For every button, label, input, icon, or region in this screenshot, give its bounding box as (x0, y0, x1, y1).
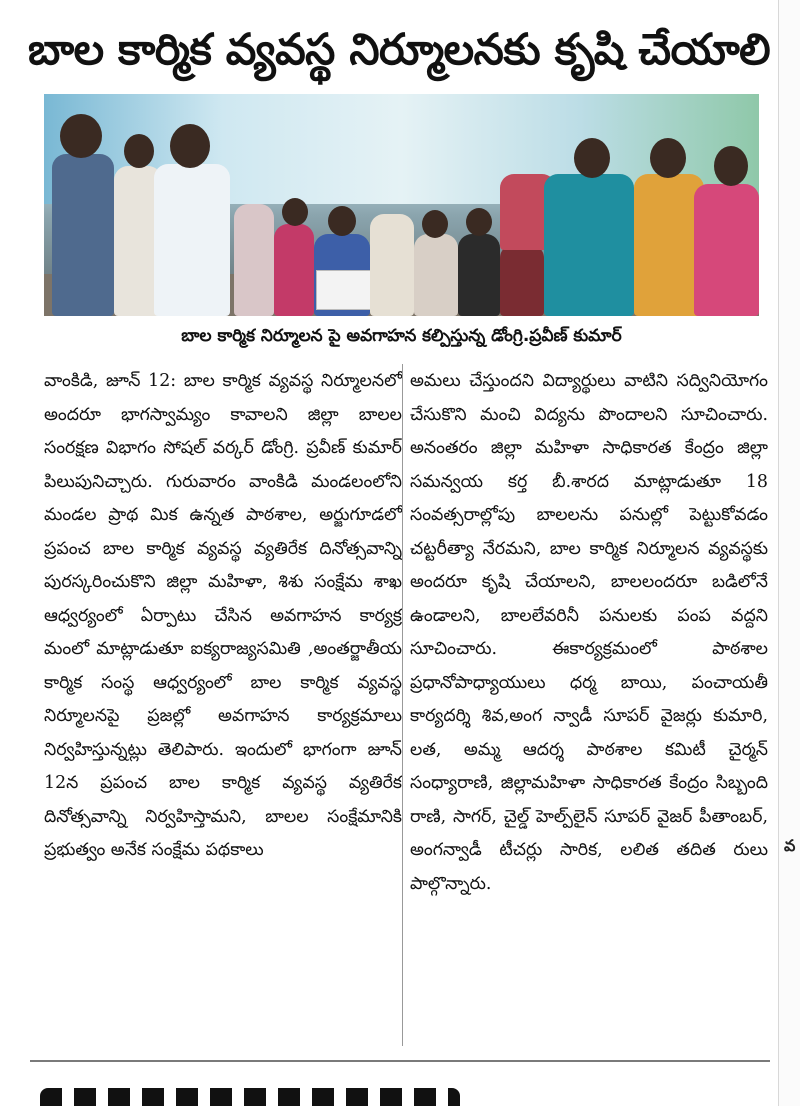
photo-person (370, 214, 414, 316)
photo-head (714, 146, 748, 186)
adjacent-column-strip (778, 0, 800, 1106)
photo-placard (316, 270, 374, 310)
photo-head (466, 208, 492, 236)
horizontal-rule (30, 1060, 770, 1062)
photo-head (422, 210, 448, 238)
cropped-headline-glyphs (40, 1088, 460, 1106)
photo-person (154, 164, 230, 316)
photo-head (170, 124, 210, 168)
photo-person (52, 154, 114, 316)
article-column-right (410, 365, 768, 1055)
photo-person (234, 204, 274, 316)
photo-head (328, 206, 356, 236)
photo-person (694, 184, 759, 316)
photo-head (282, 198, 308, 226)
photo-caption: బాల కార్మిక నిర్మూలన పై అవగాహన కల్పిస్తున్న డోంగ్రి.ప్రవీణ్ కుమార్ (181, 326, 622, 346)
photo-head (650, 138, 686, 178)
photo-person (414, 234, 458, 316)
article-body-left: వాంకిడి, జూన్ 12: బాల కార్మిక వ్యవస్థ నిర్మూలనలో అందరూ భాగస్వామ్యం కావాలని జిల్లా బాలల సంరక్షణ విభాగం సోషల్ వర్కర్ డోంగ్రి. ప్రవీణ్ కుమార్ పిలుపునిచ్చారు. గురువారం వాంకిడి మండలంలోని మండల ప్రాథ మిక ఉన్నత పాఠశాల, అర్జుగూడలో ప్రపంచ బాల కార్మిక వ్యవస్థ వ్యతిరేక దినోత్సవాన్ని పురస్కరించుకొని జిల్లా మహిళా, శిశు సంక్షేమ శాఖ ఆధ్వర్యంలో ఏర్పాటు చేసిన అవగాహన కార్యక్ర మంలో మాట్లాడుతూ ఐక్యరాజ్యసమితి ,అంతర్జాతీయ కార్మిక సంస్థ ఆధ్వర్యంలో బాల కార్మిక వ్యవస్థ నిర్మూలనపై ప్రజల్లో అవగాహన కార్యక్రమాలు నిర్వహిస్తున్నట్లు తెలిపారు. ఇందులో భాగంగా జూన్ 12న ప్రపంచ బాల కార్మిక వ్యవస్థ వ్యతిరేక దినోత్సవాన్ని నిర్వహిస్తామని, బాలల సంక్షేమానికి ప్రభుత్వం అనేక సంక్షేమ పథకాలు (44, 371, 402, 860)
photo-head (574, 138, 610, 178)
photo-person (544, 174, 634, 316)
photo-person (274, 224, 314, 316)
photo-head (60, 114, 102, 158)
column-divider (402, 364, 403, 1046)
article-body-right: అమలు చేస్తుందని విద్యార్థులు వాటిని సద్వినియోగం చేసుకొని మంచి విద్యను పొందాలని సూచించారు. అనంతరం జిల్లా మహిళా సాధికారత కేంద్రం జిల్లా సమన్వయ కర్త బీ.శారద మాట్లాడుతూ 18 సంవత్సరాల్లోపు బాలలను పనుల్లో పెట్టుకోవడం చట్టరీత్యా నేరమని, బాల కార్మిక నిర్మూలన వ్యవస్థకు అందరూ కృషి చేయాలని, బాలలందరూ బడిలోనే ఉండాలని, బాలలేవరినీ పనులకు పంప వద్దని సూచించారు. ఈకార్యక్రమంలో పాఠశాల ప్రధానోపాధ్యాయులు ధర్మ బాయి, పంచాయతీ కార్యదర్శి శివ,అంగ న్వాడీ సూపర్ వైజర్లు కుమారి, లత, అమ్మ ఆదర్శ పాఠశాల కమిటీ చైర్మన్ సంధ్యారాణి, జిల్లామహిళా సాధికారత కేంద్రం సిబ్బంది రాణి, సాగర్, చైల్డ్ హెల్ప్‌లైన్ సూపర్ వైజర్ పీతాంబర్, అంగన్వాడీ టీచర్లు సారిక, లలిత తదిత రులు పాల్గొన్నారు. (410, 371, 768, 894)
article-headline: బాల కార్మిక వ్యవస్థ నిర్మూలనకు కృషి చేయాలి (28, 25, 771, 75)
article-photo (44, 94, 759, 316)
article-column-left (44, 365, 402, 1055)
photo-person (500, 244, 544, 316)
photo-head (124, 134, 154, 168)
photo-person (458, 234, 500, 316)
adjacent-column-char: వ (784, 836, 796, 855)
next-article-headline-fragment (28, 1070, 768, 1106)
